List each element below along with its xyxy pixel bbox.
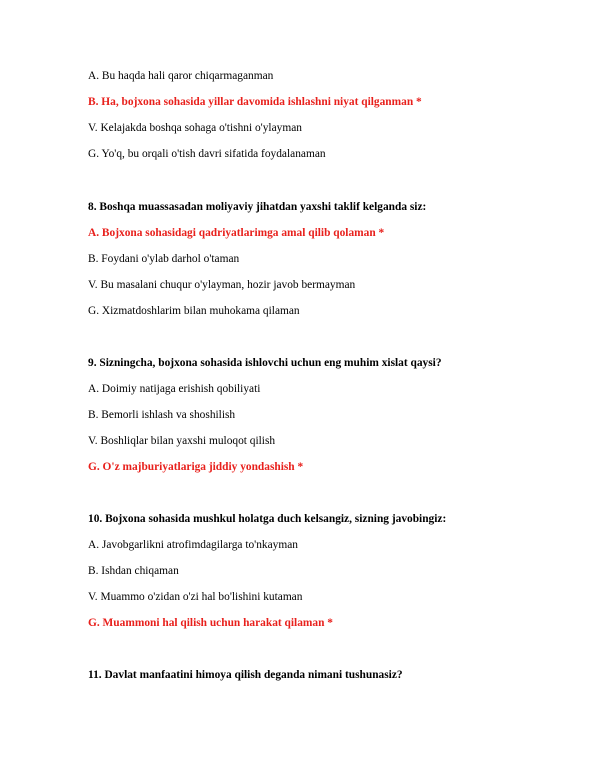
q9-question: 9. Sizningcha, bojxona sohasida ishlovchi uchun eng muhim xislat qaysi? — [88, 357, 442, 369]
q10-option-v: V. Muammo o'zidan o'zi hal bo'lishini kutaman — [88, 591, 303, 603]
q9-option-v: V. Boshliqlar bilan yaxshi muloqot qilish — [88, 435, 276, 447]
q8-option-v: V. Bu masalani chuqur o'ylayman, hozir javob bermayman — [88, 279, 356, 291]
q10-option-a: A. Javobgarlikni atrofimdagilarga to'nkayman — [88, 539, 298, 551]
q8-option-g: G. Xizmatdoshlarim bilan muhokama qilaman — [88, 305, 300, 317]
q8-option-b: B. Foydani o'ylab darhol o'taman — [88, 253, 240, 265]
q9-option-b: B. Bemorli ishlash va shoshilish — [88, 409, 236, 421]
q7-option-g: G. Yo'q, bu orqali o'tish davri sifatida foydalanaman — [88, 148, 326, 160]
q10-option-b: B. Ishdan chiqaman — [88, 565, 179, 577]
q10-question: 10. Bojxona sohasida mushkul holatga duch kelsangiz, sizning javobingiz: — [88, 513, 447, 525]
q8-option-a-correct: A. Bojxona sohasidagi qadriyatlarimga amal qilib qolaman * — [88, 227, 385, 239]
q8-question: 8. Boshqa muassasadan moliyaviy jihatdan yaxshi taklif kelganda siz: — [88, 201, 427, 213]
q9-option-g-correct: G. O'z majburiyatlariga jiddiy yondashish * — [88, 461, 304, 473]
q10-option-g-correct: G. Muammoni hal qilish uchun harakat qilaman * — [88, 617, 333, 629]
q11-question: 11. Davlat manfaatini himoya qilish deganda nimani tushunasiz? — [88, 669, 403, 681]
q7-option-v: V. Kelajakda boshqa sohaga o'tishni o'ylayman — [88, 122, 302, 134]
q7-option-a: A. Bu haqda hali qaror chiqarmaganman — [88, 70, 274, 82]
q7-option-b-correct: B. Ha, bojxona sohasida yillar davomida ishlashni niyat qilganman * — [88, 96, 422, 108]
q9-option-a: A. Doimiy natijaga erishish qobiliyati — [88, 383, 261, 395]
